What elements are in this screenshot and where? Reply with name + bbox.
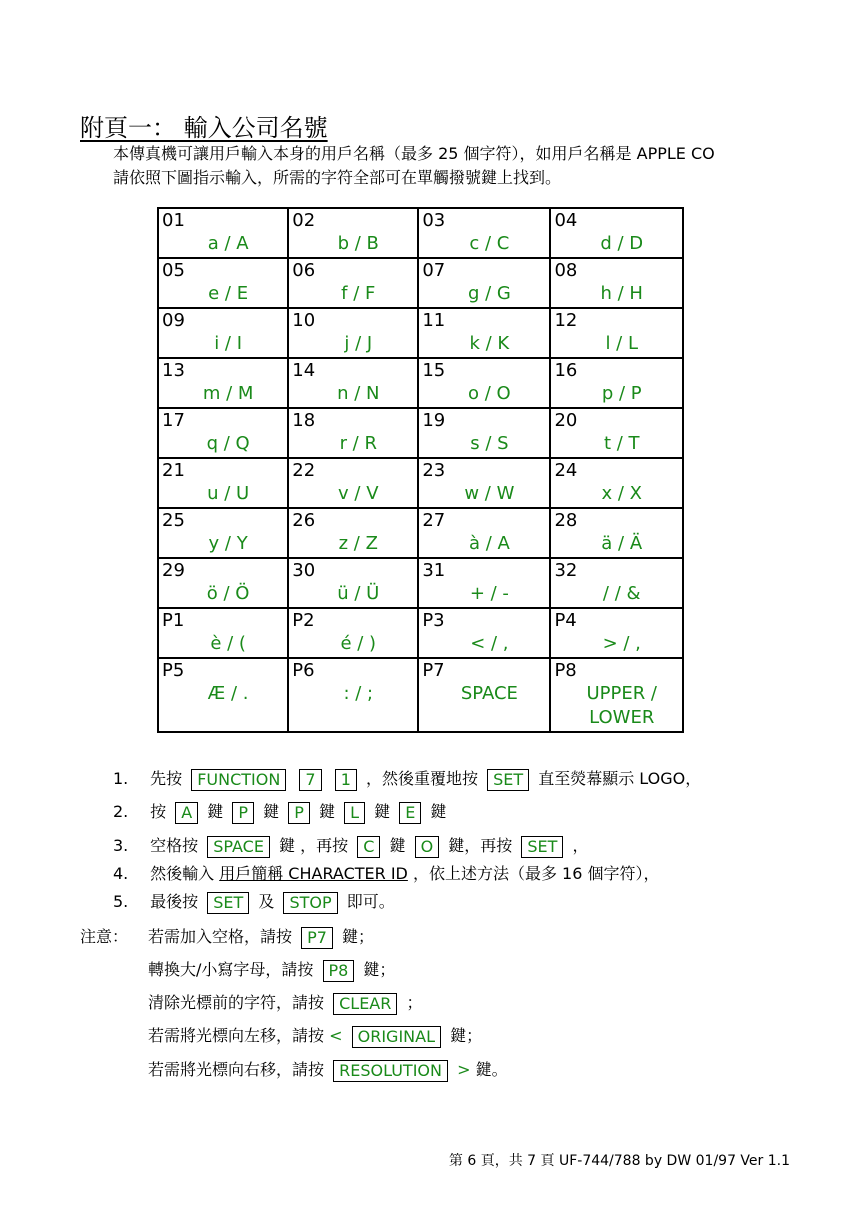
key-table-cell	[158, 558, 288, 608]
key-code: 19	[422, 410, 446, 431]
step-text: 按	[150, 802, 167, 821]
key-characters: d / D	[600, 233, 644, 254]
key-table-row	[158, 258, 683, 308]
note-5	[148, 1057, 508, 1082]
left-arrow-symbol: <	[329, 1026, 343, 1045]
note-text: 鍵；	[342, 927, 375, 946]
key-code: 12	[554, 310, 578, 331]
original-key: ORIGINAL	[352, 1026, 441, 1048]
key-table-cell	[158, 308, 288, 358]
key-7: 7	[299, 769, 321, 791]
key-characters: p / P	[601, 383, 642, 404]
key-code: 09	[162, 310, 185, 331]
key-table-cell	[288, 358, 418, 408]
function-key: FUNCTION	[191, 769, 286, 791]
set-key: SET	[207, 892, 249, 914]
note-3	[148, 990, 422, 1015]
key-characters: v / V	[338, 483, 379, 504]
key-characters: o / O	[468, 383, 511, 404]
intro-line-2: 請依照下圖指示輸入，所需的字符全部可在單觸撥號鍵上找到。	[113, 168, 562, 187]
key-l: L	[344, 802, 365, 824]
key-table-cell	[158, 258, 288, 308]
key-code: 01	[162, 210, 185, 231]
step-text: 即可。	[346, 892, 395, 911]
key-table-row	[158, 308, 683, 358]
key-code: 18	[292, 410, 316, 431]
key-characters: / / &	[602, 583, 641, 604]
key-code: P4	[554, 610, 577, 631]
key-characters: ü / Ü	[337, 583, 380, 604]
step-text: 及	[258, 892, 275, 911]
page-footer: 第 6 頁，共 7 頁 UF-744/788 by DW 01/97 Ver 1.1	[448, 1153, 790, 1169]
step-text: 鍵	[207, 802, 224, 821]
note-text: 若需將光標向左移，請按	[148, 1026, 325, 1045]
note-text: 若需將光標向右移，請按	[148, 1060, 325, 1079]
key-code: 05	[162, 260, 185, 281]
step-text: 鍵	[389, 836, 406, 855]
note-4	[148, 1023, 482, 1048]
key-table-cell	[418, 658, 550, 732]
key-e: E	[399, 802, 421, 824]
key-code: 10	[292, 310, 316, 331]
key-table-row	[158, 608, 683, 658]
key-characters: è / (	[210, 633, 246, 654]
key-p: P	[232, 802, 254, 824]
key-code: 22	[292, 460, 316, 481]
step-text: 鍵 ，再按	[279, 836, 349, 855]
key-table-cell	[550, 308, 683, 358]
step-text: 空格按	[150, 836, 199, 855]
key-code: 25	[162, 510, 185, 531]
key-table-cell	[158, 608, 288, 658]
step-2	[113, 799, 446, 824]
key-characters: e / E	[208, 283, 249, 304]
key-table-cell	[418, 508, 550, 558]
key-code: 08	[554, 260, 578, 281]
key-characters: ö / Ö	[206, 583, 250, 604]
key-table-cell	[550, 458, 683, 508]
key-table-cell	[288, 658, 418, 732]
key-characters: f / F	[341, 283, 376, 304]
key-code: 06	[292, 260, 316, 281]
key-characters: SPACE	[460, 683, 518, 704]
step-number: 3.	[113, 836, 129, 855]
key-table-row	[158, 458, 683, 508]
right-arrow-symbol: >	[457, 1060, 471, 1079]
key-code: 17	[162, 410, 185, 431]
key-code: 27	[422, 510, 446, 531]
key-code: P1	[162, 610, 185, 631]
key-code: 29	[162, 560, 185, 581]
step-text: 然後輸入	[150, 864, 215, 883]
key-characters: t / T	[603, 433, 640, 454]
note-2	[148, 957, 395, 982]
key-table-cell	[418, 358, 550, 408]
stop-key: STOP	[283, 892, 337, 914]
key-characters: z / Z	[338, 533, 378, 554]
key-characters: m / M	[202, 383, 254, 404]
key-characters: a / A	[207, 233, 249, 254]
notes-label: 注意：	[80, 927, 129, 946]
user-abbreviation: 用戶簡稱 CHARACTER ID	[219, 864, 408, 883]
key-code: 15	[422, 360, 446, 381]
key-table-cell	[550, 558, 683, 608]
key-characters: à / A	[468, 533, 510, 554]
key-table-cell	[288, 258, 418, 308]
key-code: 30	[292, 560, 316, 581]
key-table-cell	[550, 508, 683, 558]
key-code: 23	[422, 460, 446, 481]
key-table-cell	[288, 208, 418, 258]
key-table-row	[158, 558, 683, 608]
key-characters: j / J	[344, 333, 373, 354]
key-table-cell	[418, 308, 550, 358]
step-text: ，然後重覆地按	[365, 769, 478, 788]
key-code: P6	[292, 660, 315, 681]
key-code: 16	[554, 360, 578, 381]
key-code: 28	[554, 510, 578, 531]
key-table-cell	[418, 608, 550, 658]
clear-key: CLEAR	[333, 993, 397, 1015]
key-table-cell	[418, 208, 550, 258]
key-characters: s / S	[470, 433, 509, 454]
step-number: 4.	[113, 864, 129, 883]
key-characters: UPPER / LOWER	[586, 683, 657, 728]
key-table-cell	[288, 458, 418, 508]
key-code: 32	[554, 560, 578, 581]
key-table-cell	[550, 408, 683, 458]
step-text: ，	[572, 836, 589, 855]
note-text: 轉換大/小寫字母，請按	[148, 960, 314, 979]
key-characters: c / C	[469, 233, 510, 254]
key-characters: x / X	[601, 483, 642, 504]
key-code: P7	[422, 660, 445, 681]
key-characters: q / Q	[206, 433, 250, 454]
key-table-cell	[418, 408, 550, 458]
key-table-cell	[288, 558, 418, 608]
key-table	[157, 207, 684, 733]
key-characters: l / L	[605, 333, 638, 354]
step-text: 直至熒幕顯示 LOGO，	[538, 769, 702, 788]
step-text: ，依上述方法（最多 16 個字符），	[412, 864, 660, 883]
key-code: 02	[292, 210, 316, 231]
step-number: 2.	[113, 802, 129, 821]
key-code: 07	[422, 260, 446, 281]
key-characters: : / ;	[343, 683, 374, 704]
key-table-cell	[288, 408, 418, 458]
key-code: 14	[292, 360, 316, 381]
key-code: 21	[162, 460, 185, 481]
key-code: P2	[292, 610, 315, 631]
note-text: 若需加入空格，請按	[148, 927, 293, 946]
key-code: 04	[554, 210, 578, 231]
note-1	[148, 924, 374, 949]
key-p: P	[288, 802, 310, 824]
p8-key: P8	[323, 960, 355, 982]
key-code: 31	[422, 560, 446, 581]
page-title: 附頁一： 輸入公司名號	[80, 114, 328, 142]
step-text: 先按	[150, 769, 183, 788]
note-text: 鍵；	[363, 960, 396, 979]
note-text: ；	[406, 993, 423, 1012]
key-table-cell	[550, 608, 683, 658]
step-text: 鍵	[318, 802, 335, 821]
key-characters: r / R	[339, 433, 377, 454]
note-text: 鍵；	[450, 1026, 483, 1045]
key-code: 20	[554, 410, 578, 431]
key-characters: i / I	[214, 333, 243, 354]
step-text: 鍵	[263, 802, 280, 821]
key-table-row	[158, 658, 683, 732]
key-table-cell	[288, 308, 418, 358]
step-text: 最後按	[150, 892, 199, 911]
key-table-cell	[550, 658, 683, 732]
step-number: 1.	[113, 769, 129, 788]
key-characters: k / K	[469, 333, 510, 354]
key-a: A	[175, 802, 198, 824]
key-characters: < / ,	[470, 633, 509, 654]
note-text: 清除光標前的字符，請按	[148, 993, 325, 1012]
key-table-row	[158, 358, 683, 408]
key-table-cell	[418, 558, 550, 608]
p7-key: P7	[301, 927, 333, 949]
key-characters: ä / Ä	[601, 533, 643, 554]
step-4	[113, 861, 660, 884]
set-key: SET	[521, 836, 563, 858]
key-table-row	[158, 408, 683, 458]
key-table-cell	[418, 458, 550, 508]
key-characters: Æ / .	[207, 683, 249, 704]
set-key: SET	[487, 769, 529, 791]
key-code: P5	[162, 660, 185, 681]
key-table-cell	[158, 208, 288, 258]
key-c: C	[357, 836, 380, 858]
key-table-row	[158, 208, 683, 258]
key-code: 24	[554, 460, 578, 481]
resolution-key: RESOLUTION	[333, 1060, 448, 1082]
key-code: P3	[422, 610, 445, 631]
key-table-cell	[158, 358, 288, 408]
note-text: 鍵。	[475, 1060, 508, 1079]
key-o: O	[415, 836, 440, 858]
key-table-cell	[550, 358, 683, 408]
key-table-row	[158, 508, 683, 558]
key-characters: é / )	[340, 633, 377, 654]
step-number: 5.	[113, 892, 129, 911]
step-text: 鍵，再按	[448, 836, 513, 855]
key-characters: n / N	[337, 383, 380, 404]
key-characters: g / G	[467, 283, 511, 304]
key-code: 13	[162, 360, 185, 381]
key-table-cell	[418, 258, 550, 308]
step-1	[113, 766, 701, 791]
key-characters: + / -	[469, 583, 509, 604]
step-text: 鍵	[430, 802, 447, 821]
key-table-cell	[550, 208, 683, 258]
key-code: 26	[292, 510, 316, 531]
key-table-cell	[158, 408, 288, 458]
key-characters: > / ,	[602, 633, 641, 654]
key-characters: u / U	[207, 483, 250, 504]
key-1: 1	[335, 769, 357, 791]
key-table-cell	[288, 608, 418, 658]
key-code: 03	[422, 210, 446, 231]
key-code: 11	[422, 310, 446, 331]
space-key: SPACE	[207, 836, 270, 858]
key-characters: y / Y	[208, 533, 248, 554]
intro-line-1: 本傳真機可讓用戶輸入本身的用戶名稱（最多 25 個字符），如用戶名稱是 APPLE CO	[113, 144, 715, 163]
key-table-cell	[158, 458, 288, 508]
key-characters: w / W	[464, 483, 515, 504]
step-5	[113, 889, 395, 914]
key-table-cell	[158, 508, 288, 558]
key-table-cell	[288, 508, 418, 558]
step-text: 鍵	[374, 802, 391, 821]
step-3	[113, 833, 589, 858]
key-characters: h / H	[600, 283, 643, 304]
key-table-cell	[158, 658, 288, 732]
key-code: P8	[554, 660, 577, 681]
key-characters: b / B	[337, 233, 379, 254]
key-table-cell	[550, 258, 683, 308]
